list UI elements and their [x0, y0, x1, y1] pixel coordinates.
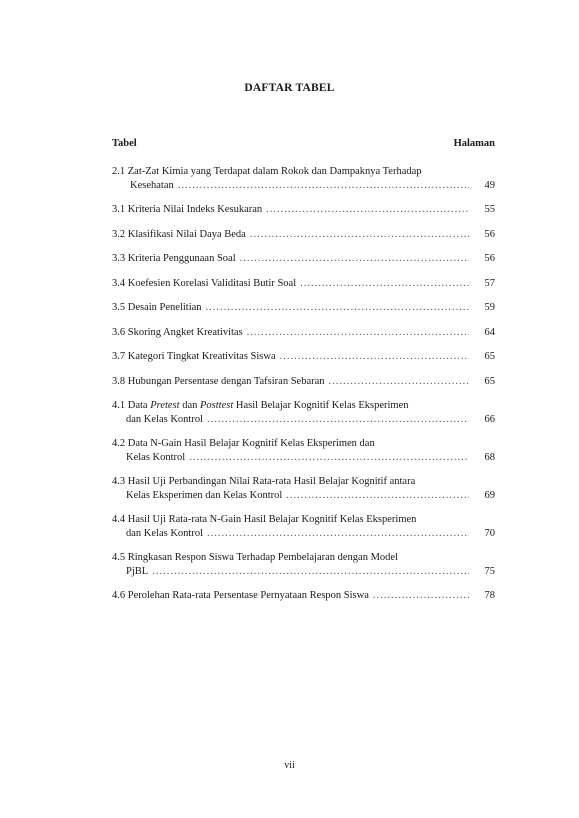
entry-title: 3.3 Kriteria Penggunaan Soal	[112, 253, 236, 264]
list-item	[112, 513, 495, 540]
entry-page-number: 55	[484, 204, 495, 215]
entry-title-line1: 4.4 Hasil Uji Rata-rata N-Gain Hasil Belajar Kognitif Kelas Eksperimen	[112, 514, 417, 525]
dot-leader	[329, 375, 469, 389]
entry-title-italic-posttest: Posttest	[199, 400, 234, 411]
table-of-tables	[112, 165, 495, 614]
list-item	[112, 437, 495, 464]
entry-title-line2: Kelas Kontrol	[126, 451, 186, 463]
entry-title-segment: Hasil Belajar Kognitif Kelas Eksperimen	[233, 400, 409, 411]
list-item	[112, 228, 495, 242]
dot-leader	[178, 179, 469, 193]
dot-leader	[280, 350, 469, 364]
entry-page-number: 75	[484, 565, 495, 577]
list-item	[112, 277, 495, 291]
entry-page-number: 56	[484, 253, 495, 264]
dot-leader	[286, 489, 469, 503]
list-item	[112, 301, 495, 315]
entry-title: 3.5 Desain Penelitian	[112, 302, 202, 313]
entry-title: 3.6 Skoring Angket Kreativitas	[112, 326, 243, 338]
dot-leader	[189, 451, 469, 465]
dot-leader	[240, 252, 469, 266]
entry-title-line2: Kelas Eksperimen dan Kelas Kontrol	[126, 489, 283, 501]
entry-title-line1: 4.5 Ringkasan Respon Siswa Terhadap Pembelajaran dengan Model	[112, 552, 399, 563]
entry-title: 3.8 Hubungan Persentase dengan Tafsiran Sebaran	[112, 375, 325, 387]
entry-page-number: 65	[484, 375, 495, 387]
entry-page-number: 56	[484, 228, 495, 240]
column-header-page: Halaman	[453, 138, 495, 149]
dot-leader	[206, 301, 469, 315]
list-item	[112, 399, 495, 426]
entry-title-line2: PjBL	[126, 565, 149, 577]
entry-page-number: 70	[484, 527, 495, 539]
page-number: vii	[284, 760, 295, 771]
entry-title: 4.6 Perolehan Rata-rata Persentase Pernyataan Respon Siswa	[112, 590, 369, 601]
list-item	[112, 350, 495, 364]
dot-leader	[207, 413, 469, 427]
entry-title-line2: Kesehatan	[130, 179, 174, 191]
entry-page-number: 59	[484, 302, 495, 313]
entry-title: 3.4 Koefesien Korelasi Validitasi Butir Soal	[112, 277, 297, 289]
entry-title-line2: dan Kelas Kontrol	[126, 527, 203, 539]
entry-title-segment: dan	[179, 400, 200, 411]
dot-leader	[152, 565, 469, 579]
page-title: DAFTAR TABEL	[244, 82, 335, 94]
list-item	[112, 475, 495, 502]
entry-page-number: 65	[484, 351, 495, 362]
entry-title-italic-pretest: Pretest	[150, 400, 180, 411]
list-item	[112, 252, 495, 266]
dot-leader	[250, 228, 469, 242]
dot-leader	[207, 527, 469, 541]
entry-page-number: 64	[484, 326, 495, 338]
column-header-table: Tabel	[112, 138, 137, 149]
dot-leader	[266, 203, 469, 217]
entry-page-number: 78	[484, 590, 495, 601]
entry-title-line1: 4.2 Data N-Gain Hasil Belajar Kognitif Kelas Eksperimen dan	[112, 438, 375, 449]
entry-page-number: 66	[484, 413, 495, 425]
entry-page-number: 49	[484, 179, 495, 191]
list-item	[112, 326, 495, 340]
entry-title: 3.2 Klasifikasi Nilai Daya Beda	[112, 228, 246, 240]
list-item	[112, 375, 495, 389]
entry-title-line1: 4.3 Hasil Uji Perbandingan Nilai Rata-rata Hasil Belajar Kognitif antara	[112, 476, 416, 487]
entry-title-line1	[112, 399, 495, 413]
list-item	[112, 203, 495, 217]
list-item	[112, 165, 495, 192]
entry-page-number: 69	[484, 489, 495, 501]
entry-title-line2: dan Kelas Kontrol	[126, 413, 203, 425]
dot-leader	[300, 277, 469, 291]
entry-title: 3.7 Kategori Tingkat Kreativitas Siswa	[112, 351, 276, 362]
entry-page-number: 68	[484, 451, 495, 463]
entry-title: 3.1 Kriteria Nilai Indeks Kesukaran	[112, 204, 263, 215]
entry-title-line1: 2.1 Zat-Zat Kimia yang Terdapat dalam Rokok dan Dampaknya Terhadap	[112, 166, 422, 177]
list-item	[112, 589, 495, 603]
dot-leader	[247, 326, 469, 340]
entry-page-number: 57	[484, 277, 495, 289]
entry-title-segment: 4.1 Data	[112, 400, 151, 411]
dot-leader	[373, 589, 469, 603]
list-item	[112, 551, 495, 578]
